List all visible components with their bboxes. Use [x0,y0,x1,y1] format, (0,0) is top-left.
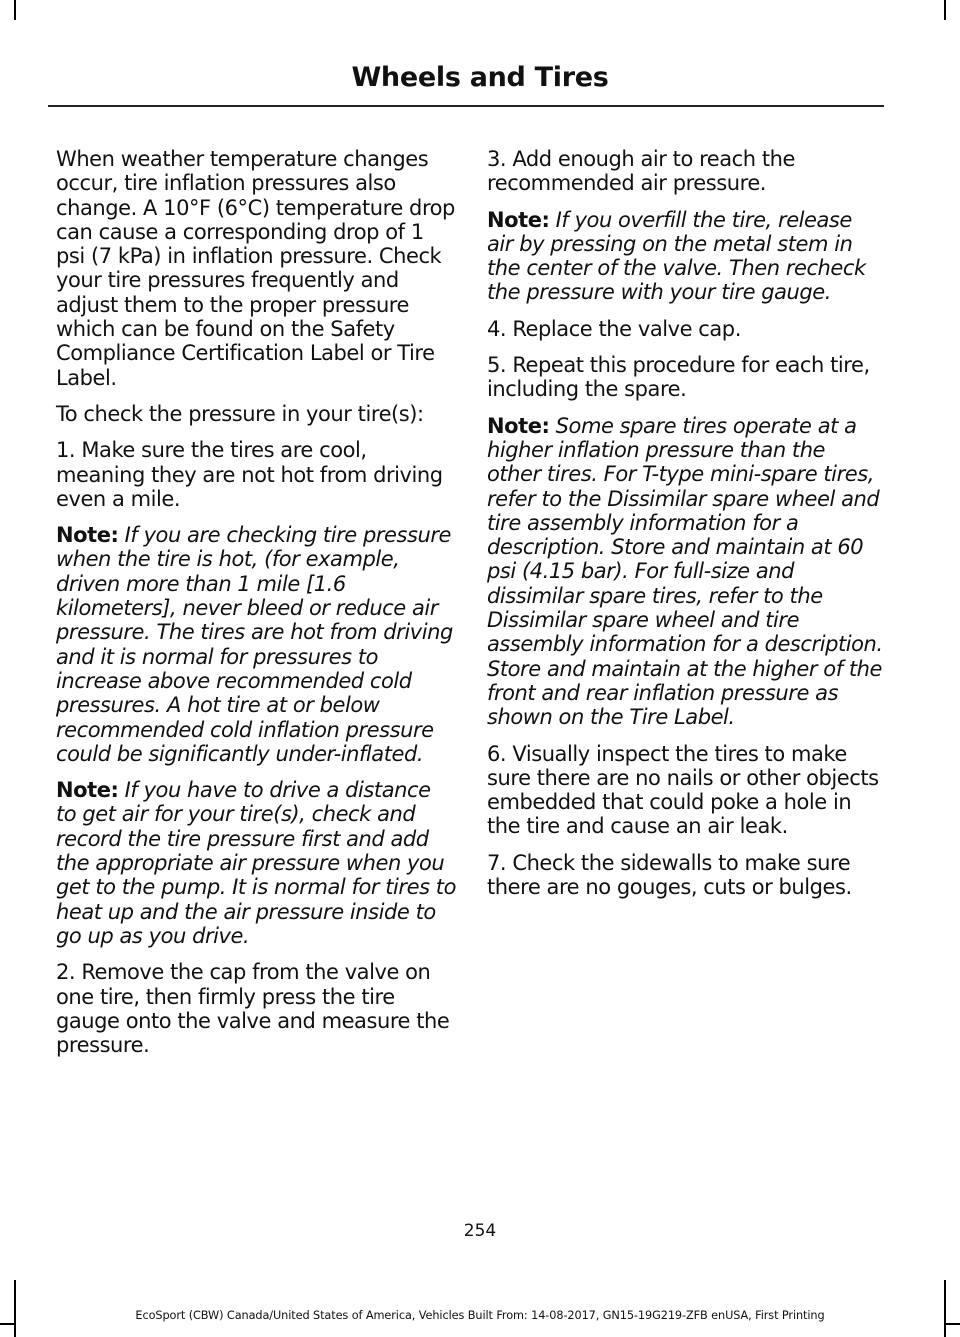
left-column [56,147,456,1069]
step-1: 1. Make sure the tires are cool, meaning they are not hot from driving even a mile. [56,438,443,511]
note-hot-tire [56,523,456,766]
page-title: Wheels and Tires [351,62,609,93]
note-text: If you overfill the tire, release air by pressing on the metal stem in the center of the valve. Then recheck the pressure with your tire gauge. [487,207,866,305]
note-text: If you are checking tire pressure when the tire is hot, (for example, driven more than 1 mile [1.6 kilometers], never bleed or reduce air pressure. The tires are hot from driving and it is normal for pressures to increase above recommended cold pressures. A hot tire at or below recommended cold inflation pressure could be significantly under-inflated. [56,523,453,766]
header-divider [48,105,884,107]
note-label: Note: [487,413,550,438]
note-text: Some spare tires operate at a higher inflation pressure than the other tires. For T-type mini-spare tires, refer to the Dissimilar spare wheel and tire assembly information for a description. Store and maintain at 60 psi (4.15 bar). For full-size and dissimilar spare tires, refer to the Dissimilar spare wheel and tire assembly information for a description. Store and maintain at the higher of the front and rear inflation pressure as shown on the Tire Label. [487,413,883,730]
footer-publication-info: EcoSport (CBW) Canada/United States of America, Vehicles Built From: 14-08-2017, GN15-19G219-ZFB enUSA, First Printing [135,1309,825,1322]
note-drive-distance [56,778,456,948]
page-number: 254 [463,1221,497,1241]
step-5: 5. Repeat this procedure for each tire, including the spare. [487,353,870,402]
note-text: If you have to drive a distance to get air for your tire(s), check and record the tire pressure first and add the appropriate air pressure when you get to the pump. It is normal for tires to heat up and the air pressure inside to go up as you drive. [56,778,456,948]
note-spare-tires [487,414,883,730]
step-3: 3. Add enough air to reach the recommended air pressure. [487,147,795,196]
crop-mark-bottom-left-h [0,1323,14,1325]
note-label: Note: [56,523,119,548]
right-column [487,147,883,911]
crop-mark-top-left [14,0,16,20]
note-overfill [487,208,883,305]
crop-mark-top-right [944,0,946,20]
step-2: 2. Remove the cap from the valve on one tire, then firmly press the tire gauge onto the valve and measure the pressure. [56,960,450,1058]
note-label: Note: [487,207,550,232]
step-4: 4. Replace the valve cap. [487,316,741,341]
step-6: 6. Visually inspect the tires to make sure there are no nails or other objects embedded that could poke a hole in the tire and cause an air leak. [487,741,879,839]
step-7: 7. Check the sidewalls to make sure there are no gouges, cuts or bulges. [487,850,852,900]
note-label: Note: [56,778,119,803]
intro-paragraph: When weather temperature changes occur, tire inflation pressures also change. A 10°F (6°C) temperature drop can cause a corresponding drop of 1 psi (7 kPa) in inflation pressure. Check your tire pressures frequently and adjust them to the proper pressure which can be found on the Safety Compliance Certification Label or Tire Label. [56,147,455,390]
check-pressure-intro: To check the pressure in your tire(s): [56,401,424,426]
crop-mark-bottom-right-h [946,1323,960,1325]
